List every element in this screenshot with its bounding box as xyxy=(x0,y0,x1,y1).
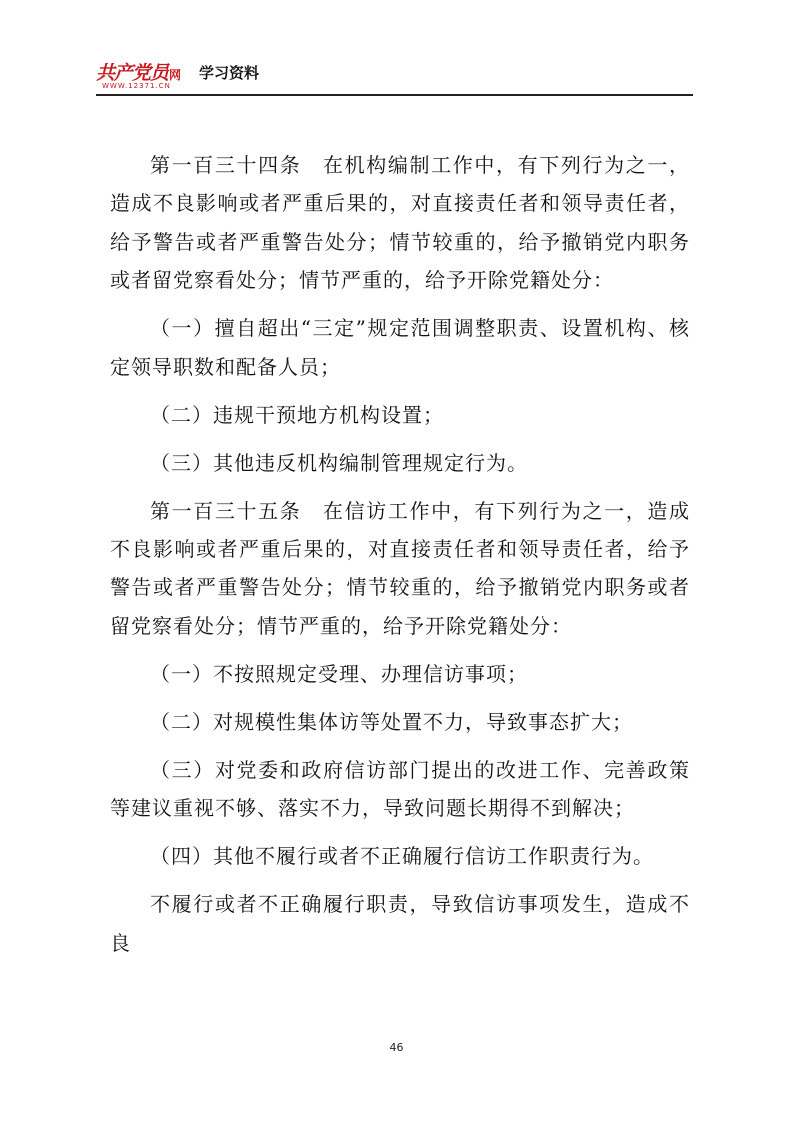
logo-suffix: 网 xyxy=(169,68,182,82)
header-title: 学习资料 xyxy=(199,64,260,82)
page-number: 46 xyxy=(389,1041,404,1054)
site-logo xyxy=(96,58,181,85)
paragraph: （四）其他不履行或者不正确履行信访工作职责行为。 xyxy=(150,844,654,869)
header-divider xyxy=(96,94,693,96)
page-header xyxy=(96,58,693,98)
paragraph: （三）其他违反机构编制管理规定行为。 xyxy=(150,450,528,475)
paragraph: （二）违规干预地方机构设置； xyxy=(150,402,444,427)
paragraph: （一）擅自超出“三定”规定范围调整职责、设置机构、核定领导职数和配备人员； xyxy=(110,316,690,379)
logo-url: WWW.12371.CN xyxy=(102,82,171,90)
paragraph: 第一百三十五条 在信访工作中，有下列行为之一，造成不良影响或者严重后果的，对直接责任者和领导责任者，给予警告或者严重警告处分；情节较重的，给予撤销党内职务或者留党察看处分；情节严重的，给予开除党籍处分： xyxy=(110,498,690,638)
document-body xyxy=(110,146,690,972)
logo-text: 共产党员 xyxy=(96,62,169,84)
paragraph: 第一百三十四条 在机构编制工作中，有下列行为之一，造成不良影响或者严重后果的，对直接责任者和领导责任者，给予警告或者严重警告处分；情节较重的，给予撤销党内职务或者留党察看处分；情节严重的，给予开除党籍处分： xyxy=(110,153,690,293)
paragraph: （二）对规模性集体访等处置不力，导致事态扩大； xyxy=(150,709,633,734)
paragraph: （三）对党委和政府信访部门提出的改进工作、完善政策等建议重视不够、落实不力，导致问题长期得不到解决； xyxy=(110,757,690,821)
paragraph: 不履行或者不正确履行职责，导致信访事项发生，造成不良 xyxy=(110,892,690,955)
paragraph: （一）不按照规定受理、办理信访事项； xyxy=(150,661,528,686)
